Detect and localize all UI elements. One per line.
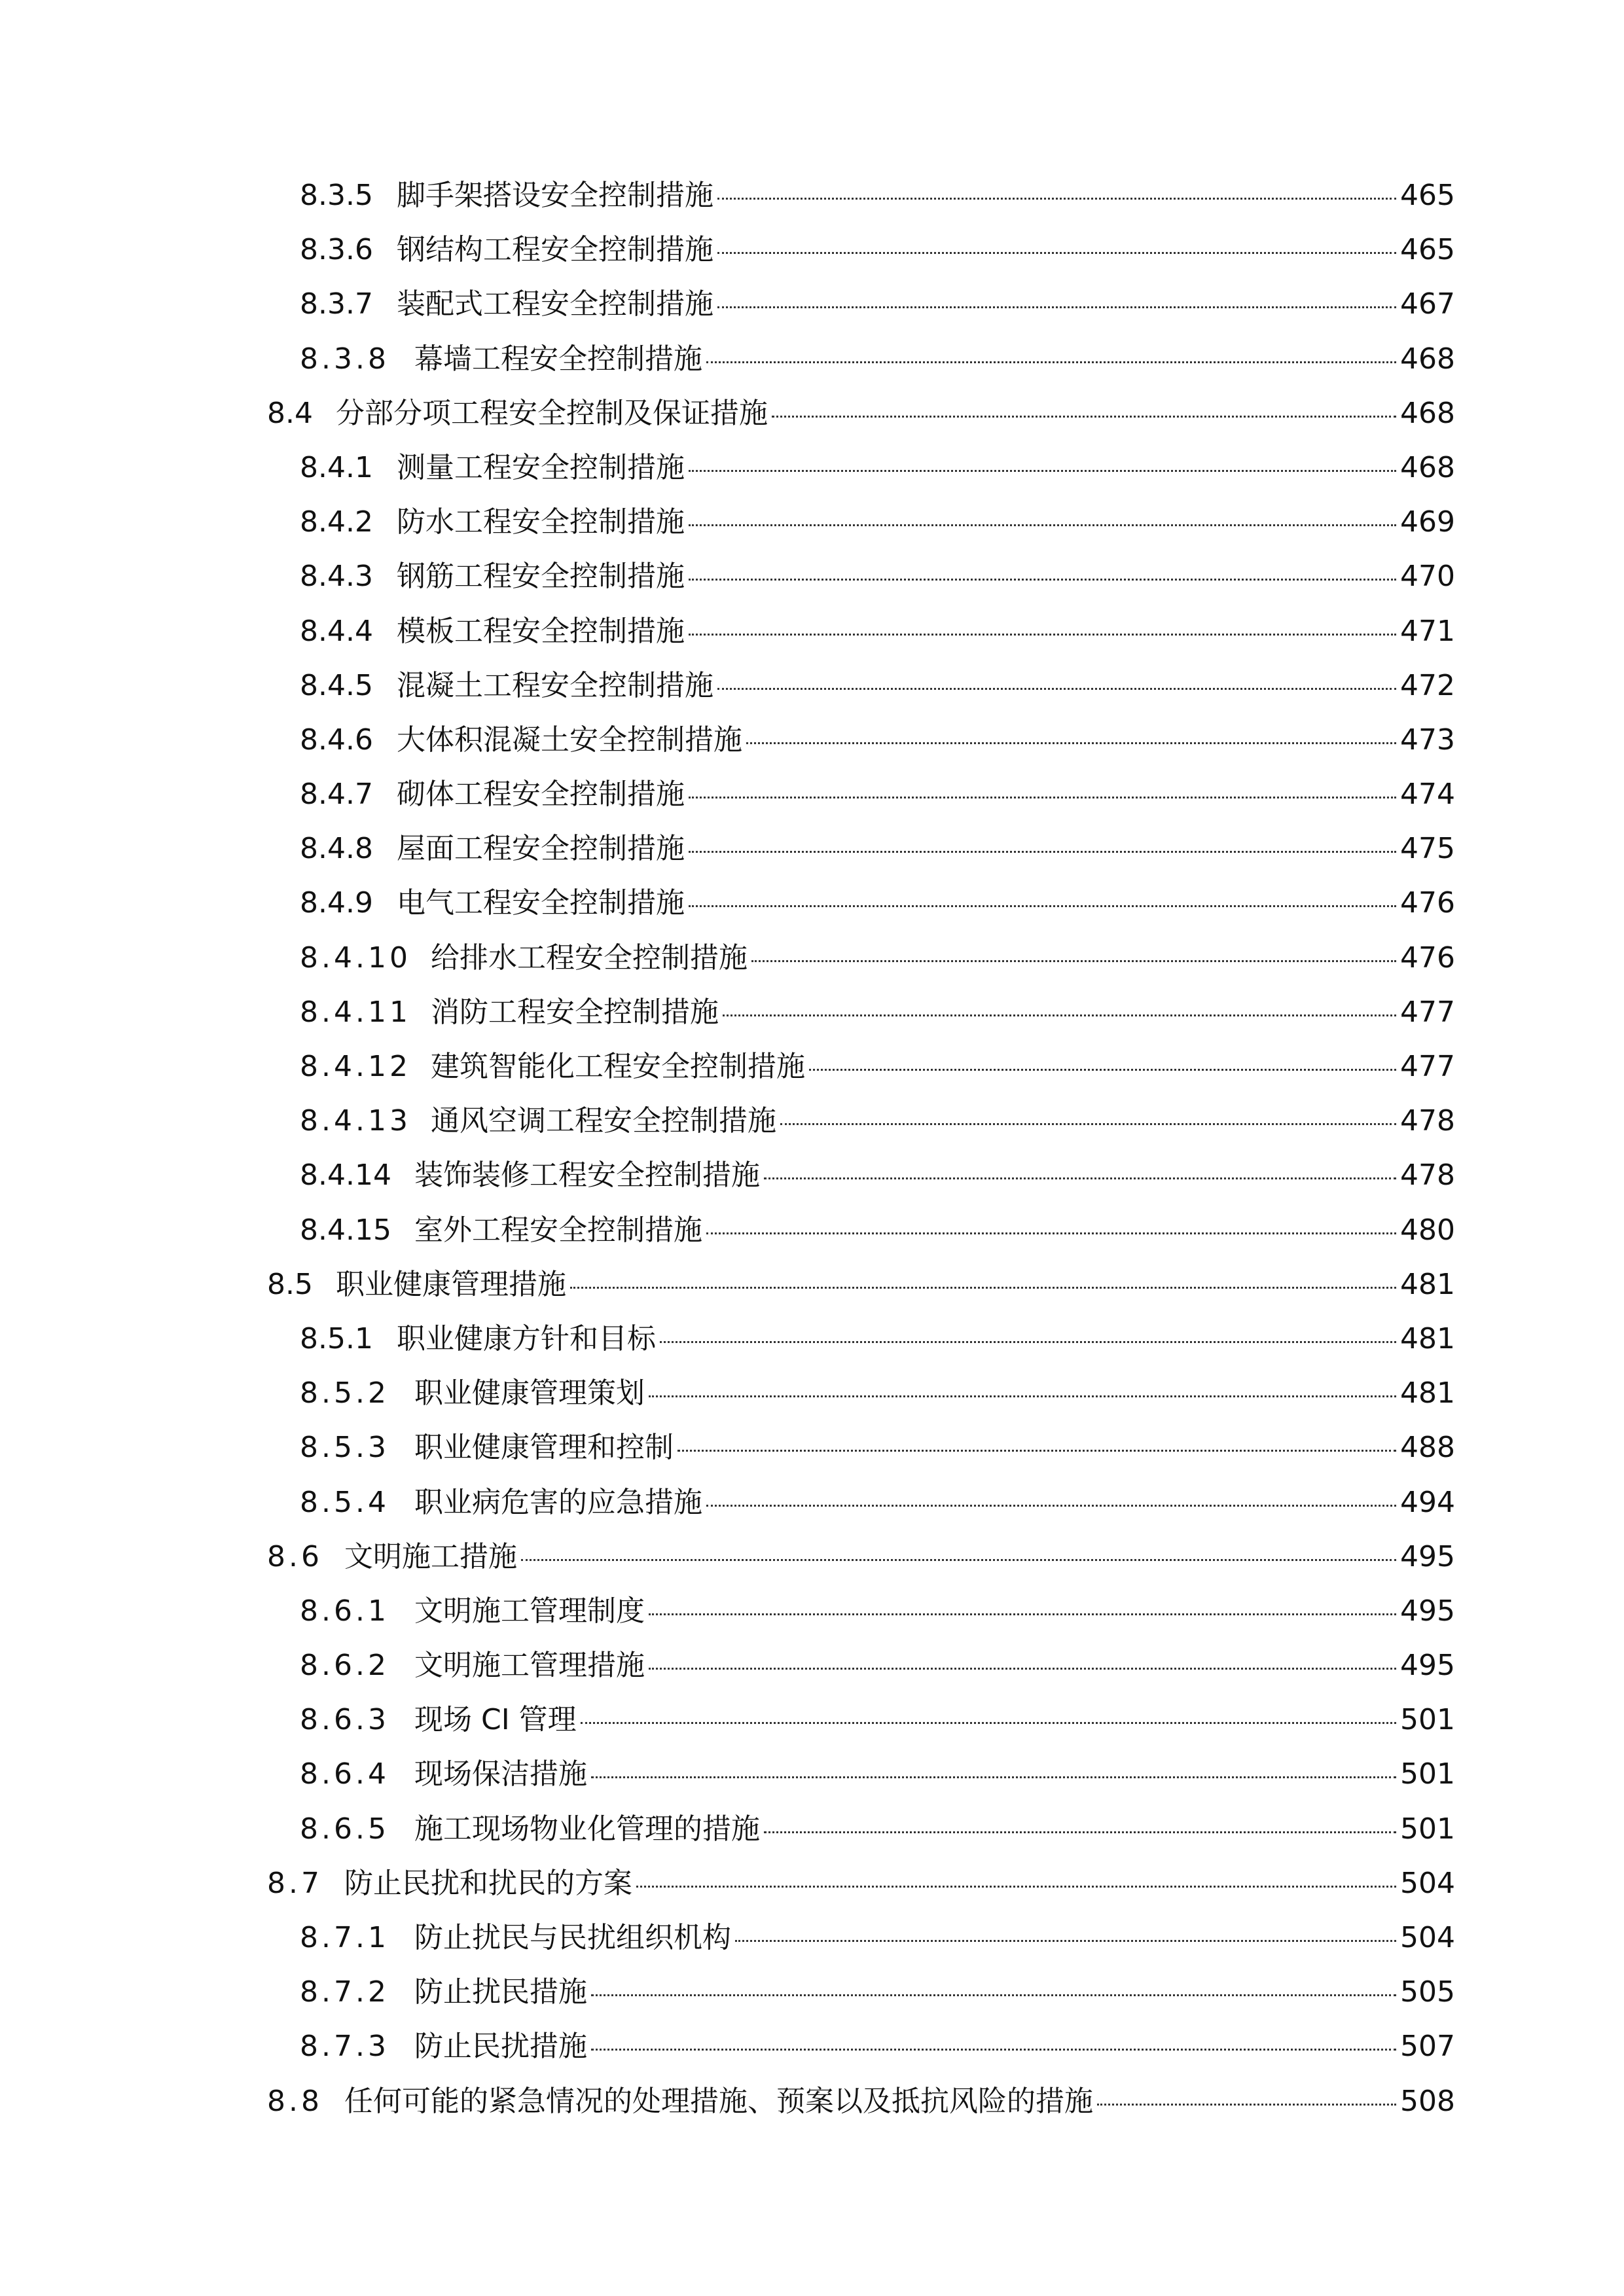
dot-leader [809,1069,1396,1071]
toc-entry-title: 职业健康管理策划 [414,1376,645,1410]
toc-entry-page: 468 [1400,450,1455,484]
toc-entry-number: 8.4.11 [300,995,411,1029]
toc-entry-page: 467 [1400,287,1455,321]
toc-entry-title: 装配式工程安全控制措施 [397,287,713,321]
dot-leader [689,579,1396,581]
toc-entry-page: 501 [1400,1757,1455,1791]
toc-entry[interactable] [0,985,1624,1039]
toc-entry-title: 幕墙工程安全控制措施 [414,342,702,376]
toc-section-entry[interactable] [0,1530,1624,1584]
toc-section-entry[interactable] [0,386,1624,440]
toc-entry-page: 481 [1400,1267,1455,1301]
toc-entry-page: 478 [1400,1158,1455,1193]
dot-leader [706,361,1396,363]
toc-entry-page: 465 [1400,179,1455,212]
toc-entry-title: 防止扰民措施 [414,1975,587,2009]
toc-entry-page: 508 [1400,2084,1455,2118]
toc-entry[interactable] [0,821,1624,876]
toc-entry-page: 474 [1400,778,1455,812]
toc-entry[interactable] [0,876,1624,930]
dot-leader [689,905,1396,907]
toc-entry-title: 建筑智能化工程安全控制措施 [431,1050,805,1083]
toc-entry-page: 465 [1400,233,1455,267]
dot-leader [772,416,1396,418]
toc-entry-number: 8.6.1 [300,1594,389,1628]
toc-entry-page: 477 [1400,995,1455,1029]
toc-entry[interactable] [0,1802,1624,1856]
toc-entry[interactable] [0,1039,1624,1094]
dot-leader [521,1559,1396,1561]
toc-section-entry[interactable] [0,1257,1624,1312]
dot-leader [717,252,1396,254]
toc-entry-title: 砌体工程安全控制措施 [397,778,685,812]
toc-entry-title: 脚手架搭设安全控制措施 [397,179,713,212]
dot-leader [581,1722,1396,1724]
dot-leader [764,1831,1396,1833]
toc-entry-page: 481 [1400,1376,1455,1410]
toc-entry-number: 8.4.10 [300,941,411,975]
toc-entry[interactable] [0,1584,1624,1638]
toc-entry[interactable] [0,495,1624,549]
toc-entry-page: 472 [1400,668,1455,702]
dot-leader [689,634,1396,636]
toc-entry-page: 505 [1400,1975,1455,2009]
toc-entry-number: 8.4.2 [300,505,373,539]
toc-entry-title: 模板工程安全控制措施 [397,614,685,648]
toc-entry[interactable] [0,1638,1624,1693]
toc-entry-number: 8.4.1 [300,450,373,484]
toc-entry[interactable] [0,1747,1624,1801]
dot-leader [751,960,1396,962]
toc-entry-page: 475 [1400,832,1455,866]
toc-entry-number: 8.6.5 [300,1812,389,1846]
toc-entry-title: 职业健康管理措施 [336,1267,566,1301]
dot-leader [689,470,1396,472]
toc-entry-number: 8.4.8 [300,832,373,866]
toc-entry-title: 文明施工措施 [344,1539,517,1573]
toc-entry-page: 495 [1400,1594,1455,1628]
dot-leader [689,797,1396,798]
toc-entry-page: 470 [1400,560,1455,594]
toc-entry-title: 给排水工程安全控制措施 [431,941,748,975]
toc-section-entry[interactable] [0,1856,1624,1910]
toc-entry-title: 施工现场物业化管理的措施 [414,1812,760,1846]
dot-leader [723,1014,1396,1016]
toc-entry-title: 职业病危害的应急措施 [414,1485,702,1519]
dot-leader [570,1287,1396,1289]
toc-entry-page: 480 [1400,1213,1455,1247]
toc-entry-number: 8.4.4 [300,614,373,648]
toc-entry-title: 通风空调工程安全控制措施 [431,1104,776,1138]
toc-entry-title: 消防工程安全控制措施 [431,995,719,1029]
toc-entry-title: 职业健康方针和目标 [397,1321,656,1355]
dot-leader [649,1668,1396,1670]
toc-entry-page: 488 [1400,1431,1455,1465]
toc-entry[interactable] [0,1094,1624,1148]
toc-entry-number: 8.7 [267,1866,323,1900]
toc-entry-number: 8.7.2 [300,1975,389,2009]
dot-leader [591,1776,1396,1778]
toc-entry-title: 文明施工管理制度 [414,1594,645,1628]
toc-entry-page: 469 [1400,505,1455,539]
toc-entry-page: 477 [1400,1050,1455,1083]
toc-entry[interactable] [0,1203,1624,1257]
toc-entry-page: 481 [1400,1321,1455,1355]
toc-entry-number: 8.4.15 [300,1213,391,1247]
toc-entry-page: 495 [1400,1539,1455,1573]
toc-section-entry[interactable] [0,2074,1624,2128]
toc-entry-number: 8.4 [267,396,313,430]
toc-entry-page: 494 [1400,1485,1455,1519]
toc-entry-number: 8.4.6 [300,723,373,757]
toc-entry-page: 504 [1400,1866,1455,1900]
dot-leader [706,1232,1396,1234]
toc-entry-number: 8.5.1 [300,1321,373,1355]
toc-entry-number: 8.4.3 [300,560,373,594]
dot-leader [591,2049,1396,2051]
dot-leader [649,1395,1396,1397]
toc-entry-title: 现场 CI 管理 [414,1703,577,1737]
toc-entry-title: 测量工程安全控制措施 [397,450,685,484]
toc-entry-title: 装饰装修工程安全控制措施 [414,1158,760,1193]
toc-entry-page: 468 [1400,342,1455,376]
dot-leader [717,688,1396,690]
dot-leader [1097,2104,1396,2106]
table-of-contents [0,168,1624,2128]
toc-entry[interactable] [0,1965,1624,2019]
toc-entry-title: 防止民扰措施 [414,2030,587,2064]
toc-entry[interactable] [0,1910,1624,1965]
dot-leader [780,1123,1396,1125]
toc-entry-page: 473 [1400,723,1455,757]
dot-leader [746,742,1396,744]
toc-entry-page: 504 [1400,1921,1455,1954]
toc-entry-page: 476 [1400,886,1455,920]
toc-entry-page: 501 [1400,1812,1455,1846]
toc-entry-number: 8.6 [267,1539,323,1573]
toc-entry-title: 电气工程安全控制措施 [397,886,685,920]
toc-entry-number: 8.5 [267,1267,313,1301]
toc-entry-page: 471 [1400,614,1455,648]
toc-entry[interactable] [0,223,1624,277]
toc-entry[interactable] [0,1420,1624,1475]
toc-entry-number: 8.5.4 [300,1485,389,1519]
toc-entry-number: 8.4.13 [300,1104,411,1138]
toc-entry-number: 8.3.8 [300,342,389,376]
toc-entry[interactable] [0,1366,1624,1420]
dot-leader [717,306,1396,308]
dot-leader [677,1450,1396,1452]
toc-entry-title: 分部分项工程安全控制及保证措施 [336,396,768,430]
toc-entry-page: 501 [1400,1703,1455,1737]
toc-entry-number: 8.7.1 [300,1921,389,1954]
toc-entry-number: 8.3.6 [300,233,373,267]
toc-entry-title: 职业健康管理和控制 [414,1431,674,1465]
toc-entry-title: 钢筋工程安全控制措施 [397,560,685,594]
toc-entry-number: 8.8 [267,2084,323,2118]
dot-leader [717,198,1396,200]
dot-leader [764,1177,1396,1179]
toc-entry-number: 8.4.7 [300,778,373,812]
toc-entry[interactable] [0,767,1624,821]
toc-entry[interactable] [0,168,1624,223]
dot-leader [706,1505,1396,1507]
toc-entry-title: 钢结构工程安全控制措施 [397,233,713,267]
toc-entry-title: 混凝土工程安全控制措施 [397,668,713,702]
toc-entry[interactable] [0,931,1624,985]
toc-entry-title: 防止扰民与民扰组织机构 [414,1921,731,1954]
dot-leader [649,1613,1396,1615]
toc-entry[interactable] [0,658,1624,713]
toc-entry-number: 8.4.14 [300,1158,391,1193]
toc-entry[interactable] [0,1148,1624,1202]
dot-leader [689,524,1396,526]
toc-entry-number: 8.5.3 [300,1431,389,1465]
toc-entry-title: 防止民扰和扰民的方案 [344,1866,632,1900]
toc-entry-number: 8.6.3 [300,1703,389,1737]
toc-entry-number: 8.5.2 [300,1376,389,1410]
toc-entry-title: 室外工程安全控制措施 [414,1213,702,1247]
dot-leader [591,1994,1396,1996]
toc-entry[interactable] [0,1693,1624,1747]
toc-entry-page: 478 [1400,1104,1455,1138]
toc-entry-number: 8.4.5 [300,668,373,702]
toc-entry-page: 476 [1400,941,1455,975]
toc-entry-page: 495 [1400,1649,1455,1683]
toc-entry-page: 468 [1400,396,1455,430]
toc-entry-number: 8.4.9 [300,886,373,920]
dot-leader [735,1940,1396,1942]
toc-entry-number: 8.6.2 [300,1649,389,1683]
toc-entry-number: 8.6.4 [300,1757,389,1791]
dot-leader [689,851,1396,853]
toc-entry[interactable] [0,604,1624,658]
toc-entry[interactable] [0,1475,1624,1530]
toc-entry[interactable] [0,332,1624,386]
toc-entry-page: 507 [1400,2030,1455,2064]
toc-entry[interactable] [0,440,1624,495]
dot-leader [660,1341,1396,1343]
toc-entry-number: 8.7.3 [300,2030,389,2064]
toc-entry[interactable] [0,2019,1624,2073]
toc-entry[interactable] [0,1312,1624,1366]
toc-entry-number: 8.3.5 [300,179,373,212]
toc-entry-title: 现场保洁措施 [414,1757,587,1791]
toc-entry-title: 防水工程安全控制措施 [397,505,685,539]
dot-leader [636,1886,1396,1888]
toc-entry-title: 文明施工管理措施 [414,1649,645,1683]
toc-entry[interactable] [0,277,1624,331]
toc-entry[interactable] [0,549,1624,603]
toc-entry-title: 屋面工程安全控制措施 [397,832,685,866]
toc-entry-title: 任何可能的紧急情况的处理措施、预案以及抵抗风险的措施 [344,2084,1093,2118]
toc-entry-title: 大体积混凝土安全控制措施 [397,723,742,757]
toc-entry-number: 8.3.7 [300,287,373,321]
toc-entry[interactable] [0,713,1624,767]
toc-entry-number: 8.4.12 [300,1050,411,1083]
